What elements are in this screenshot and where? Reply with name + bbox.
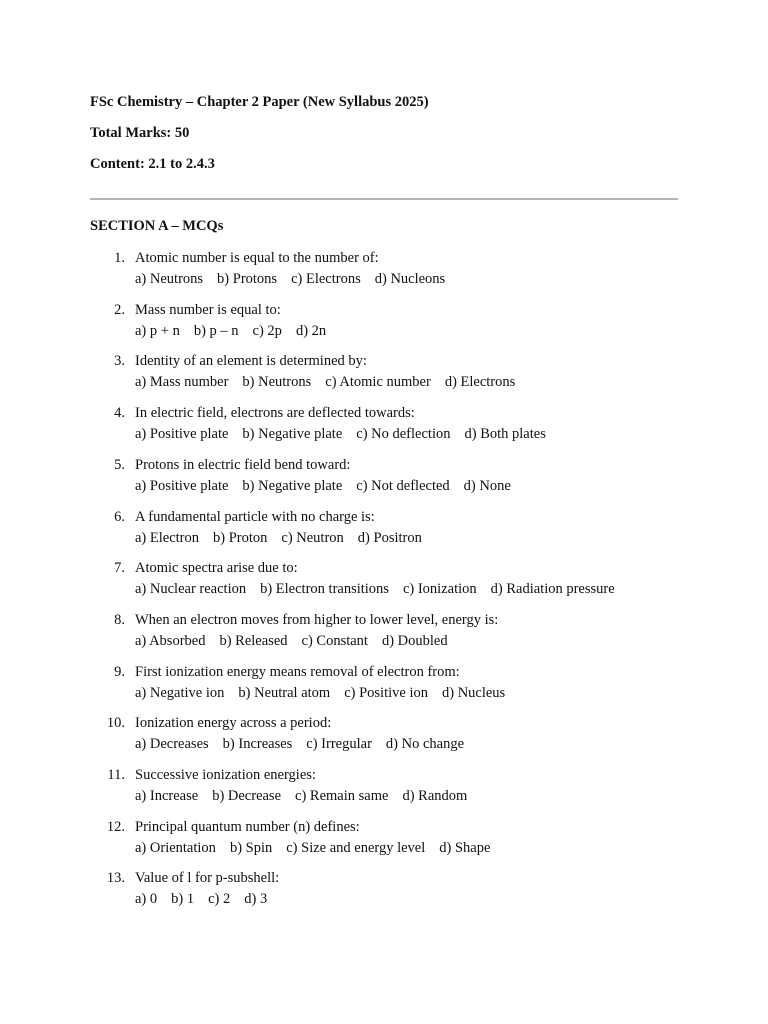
paper-title: FSc Chemistry – Chapter 2 Paper (New Syllabus 2025) <box>90 94 429 110</box>
answer-option: a) Absorbed <box>135 632 206 649</box>
question-number: 11. <box>107 767 125 783</box>
answer-options <box>135 735 464 753</box>
answer-option: a) 0 <box>135 891 158 908</box>
answer-option: c) 2p <box>252 322 282 339</box>
question-number: 9. <box>114 663 125 680</box>
answer-option: d) Radiation pressure <box>490 581 615 598</box>
question-text: Principal quantum number (n) defines: <box>135 818 360 835</box>
answer-option: b) Increases <box>222 736 293 753</box>
answer-options <box>135 477 511 495</box>
question-number: 1. <box>114 250 125 266</box>
answer-option: a) Mass number <box>135 374 229 391</box>
answer-option: b) Decrease <box>212 788 282 804</box>
answer-option: a) Electron <box>135 529 200 546</box>
question-text: Protons in electric field bend toward: <box>135 456 351 473</box>
answer-option: c) Not deflected <box>356 477 450 494</box>
question-text: A fundamental particle with no charge is: <box>135 508 375 525</box>
answer-option: c) Positive ion <box>344 684 428 701</box>
answer-option: d) Nucleons <box>374 271 446 287</box>
answer-option: c) No deflection <box>356 426 451 443</box>
answer-option: d) None <box>463 477 511 494</box>
answer-option: b) Neutrons <box>242 374 312 391</box>
answer-option: b) Electron transitions <box>260 581 389 598</box>
answer-option: c) Size and energy level <box>286 839 426 856</box>
answer-option: a) Positive plate <box>135 477 229 494</box>
question-item <box>0 818 768 862</box>
answer-options <box>135 270 445 288</box>
answer-option: b) Proton <box>213 529 268 546</box>
answer-option: d) Electrons <box>444 374 516 391</box>
answer-option: d) 2n <box>295 322 327 339</box>
answer-option: a) p + n <box>135 322 180 339</box>
question-item <box>0 611 768 655</box>
answer-options <box>135 373 515 391</box>
answer-options <box>135 322 326 340</box>
content-range: Content: 2.1 to 2.4.3 <box>90 156 215 172</box>
answer-option: d) Random <box>402 788 468 804</box>
answer-option: b) p – n <box>193 322 239 339</box>
answer-option: c) 2 <box>208 891 231 908</box>
answer-option: b) Neutral atom <box>238 684 331 701</box>
answer-option: d) Shape <box>439 839 491 856</box>
question-number: 13. <box>106 870 125 887</box>
answer-option: a) Nuclear reaction <box>135 581 247 598</box>
answer-option: d) Positron <box>357 529 422 546</box>
question-item <box>0 508 768 552</box>
question-text: Atomic spectra arise due to: <box>135 560 298 577</box>
answer-option: b) Released <box>219 632 288 649</box>
answer-option: c) Atomic number <box>325 374 431 391</box>
answer-option: c) Neutron <box>281 529 344 546</box>
question-number: 2. <box>114 301 125 318</box>
question-number: 12. <box>106 818 125 835</box>
answer-option: b) Negative plate <box>242 426 343 443</box>
answer-options <box>135 529 422 547</box>
question-number: 10. <box>106 715 125 732</box>
question-number: 8. <box>114 611 125 628</box>
answer-option: c) Electrons <box>291 271 361 287</box>
question-item <box>0 249 768 293</box>
answer-option: c) Ionization <box>402 581 477 598</box>
answer-option: c) Remain same <box>295 788 389 804</box>
question-text: Value of l for p-subshell: <box>135 870 280 887</box>
answer-option: d) No change <box>385 736 465 753</box>
answer-options <box>135 684 505 702</box>
answer-option: a) Positive plate <box>135 426 229 443</box>
question-number: 4. <box>114 405 125 422</box>
answer-options <box>135 890 267 908</box>
answer-options <box>135 839 490 857</box>
question-item <box>0 559 768 603</box>
question-text: When an electron moves from higher to lower level, energy is: <box>135 611 499 628</box>
answer-option: a) Increase <box>135 788 199 804</box>
question-number: 3. <box>114 353 125 370</box>
question-text: Mass number is equal to: <box>135 301 281 318</box>
total-marks: Total Marks: 50 <box>90 125 190 141</box>
answer-options <box>135 425 546 443</box>
answer-options <box>135 580 615 598</box>
question-item <box>0 663 768 707</box>
question-number: 6. <box>114 508 125 525</box>
answer-option: b) 1 <box>171 891 195 908</box>
question-text: Successive ionization energies: <box>135 767 316 783</box>
answer-option: c) Irregular <box>306 736 372 753</box>
answer-option: a) Decreases <box>135 736 209 753</box>
question-text: Ionization energy across a period: <box>135 715 332 732</box>
answer-option: c) Constant <box>301 632 368 649</box>
question-text: Atomic number is equal to the number of: <box>135 250 379 266</box>
answer-option: d) Both plates <box>464 426 546 443</box>
question-item <box>0 869 768 913</box>
question-item <box>0 714 768 758</box>
question-text: In electric field, electrons are deflected towards: <box>135 405 415 422</box>
section-title: SECTION A – MCQs <box>90 218 224 234</box>
answer-option: d) Doubled <box>381 632 448 649</box>
answer-options <box>135 787 467 805</box>
question-number: 5. <box>114 456 125 473</box>
answer-option: b) Protons <box>217 271 278 287</box>
question-text: First ionization energy means removal of electron from: <box>135 663 460 680</box>
answer-options <box>135 632 448 650</box>
question-number: 7. <box>114 560 125 577</box>
question-text: Identity of an element is determined by: <box>135 353 367 370</box>
question-item <box>0 352 768 396</box>
answer-option: d) Nucleus <box>441 684 506 701</box>
answer-option: a) Neutrons <box>135 271 204 287</box>
question-item <box>0 301 768 345</box>
question-item <box>0 766 768 810</box>
question-item <box>0 404 768 448</box>
answer-option: b) Negative plate <box>242 477 343 494</box>
answer-option: b) Spin <box>229 839 273 856</box>
question-item <box>0 456 768 500</box>
answer-option: a) Negative ion <box>135 684 225 701</box>
answer-option: d) 3 <box>244 891 268 908</box>
answer-option: a) Orientation <box>135 839 216 856</box>
